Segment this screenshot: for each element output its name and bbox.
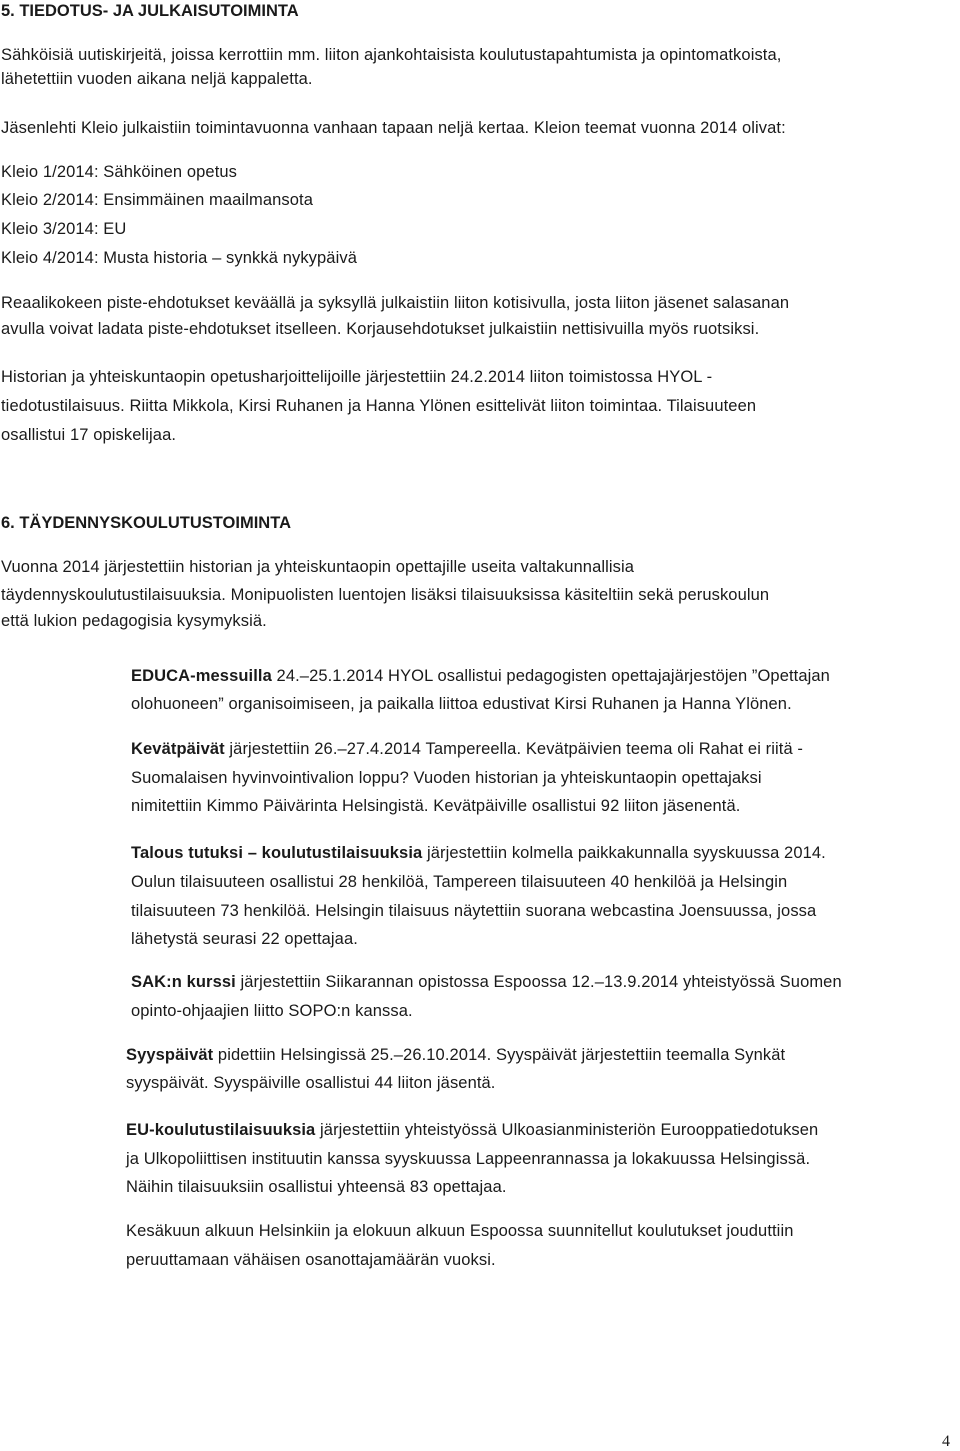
kevat-line-2: Suomalaisen hyvinvointivalion loppu? Vuoden historian ja yhteiskuntaopin opettajaksi xyxy=(131,769,762,787)
paragraph-line: että lukion pedagogisia kysymyksiä. xyxy=(1,612,267,630)
kesa-line-1: Kesäkuun alkuun Helsinkiin ja elokuun alkuun Espoossa suunnitellut koulutukset jouduttiin xyxy=(126,1222,794,1240)
paragraph-line: avulla voivat ladata piste-ehdotukset itselleen. Korjausehdotukset julkaistiin nettisivuilla myös ruotsiksi. xyxy=(1,320,760,338)
eu-line-3: Näihin tilaisuuksiin osallistui yhteensä 83 opettajaa. xyxy=(126,1178,507,1196)
kevat-line-3: nimitettiin Kimmo Päivärinta Helsingistä. Kevätpäiville osallistui 92 liiton jäsenentä. xyxy=(131,797,741,815)
kleio-issue-1: Kleio 1/2014: Sähköinen opetus xyxy=(1,163,238,181)
eu-label: EU-koulutustilaisuuksia xyxy=(126,1121,316,1139)
paragraph-line: osallistui 17 opiskelijaa. xyxy=(1,426,177,444)
page-number: 4 xyxy=(942,1433,950,1450)
educa-text: 24.–25.1.2014 HYOL osallistui pedagogisten opettajajärjestöjen ”Opettajan xyxy=(271,667,830,685)
paragraph-line: Vuonna 2014 järjestettiin historian ja yhteiskuntaopin opettajille useita valtakunnallisia xyxy=(1,558,635,576)
talous-label: Talous tutuksi – koulutustilaisuuksia xyxy=(131,844,423,862)
eu-text: järjestettiin yhteistyössä Ulkoasianministeriön Eurooppatiedotuksen xyxy=(315,1121,819,1139)
paragraph-line: tiedotustilaisuus. Riitta Mikkola, Kirsi Ruhanen ja Hanna Ylönen esittelivät liiton toimintaa. Tilaisuuteen xyxy=(1,397,757,415)
paragraph-line: Reaalikokeen piste-ehdotukset keväällä ja syksyllä julkaistiin liiton kotisivulla, josta liiton jäsenet salasanan xyxy=(1,294,790,312)
sak-line-1 xyxy=(131,971,842,993)
paragraph-line: Sähköisiä uutiskirjeitä, joissa kerrottiin mm. liiton ajankohtaisista koulutustapahtumista ja opintomatkoista, xyxy=(1,46,782,64)
syys-text: pidettiin Helsingissä 25.–26.10.2014. Syyspäivät järjestettiin teemalla Synkät xyxy=(213,1046,786,1064)
syys-label: Syyspäivät xyxy=(126,1046,214,1064)
talous-line-4: lähetystä seurasi 22 opettajaa. xyxy=(131,930,358,948)
section-5-heading: 5. TIEDOTUS- JA JULKAISUTOIMINTA xyxy=(1,2,299,20)
talous-text: järjestettiin kolmella paikkakunnalla syyskuussa 2014. xyxy=(422,844,826,862)
sak-line-2: opinto-ohjaajien liitto SOPO:n kanssa. xyxy=(131,1002,413,1020)
eu-line-1 xyxy=(126,1119,818,1141)
paragraph-line: täydennyskoulutustilaisuuksia. Monipuolisten luentojen lisäksi tilaisuuksissa käsiteltiin sekä peruskoulun xyxy=(1,586,770,604)
section-6-heading: 6. TÄYDENNYSKOULUTUSTOIMINTA xyxy=(1,514,291,532)
kleio-issue-2: Kleio 2/2014: Ensimmäinen maailmansota xyxy=(1,191,313,209)
talous-line-3: tilaisuuteen 73 henkilöä. Helsingin tilaisuus näytettiin suorana webcastina Joensuussa, jossa xyxy=(131,902,817,920)
kleio-issue-4: Kleio 4/2014: Musta historia – synkkä nykypäivä xyxy=(1,249,357,267)
kevat-text: järjestettiin 26.–27.4.2014 Tampereella. Kevätpäivien teema oli Rahat ei riitä - xyxy=(224,740,804,758)
sak-label: SAK:n kurssi xyxy=(131,973,236,991)
syys-line-1 xyxy=(126,1044,785,1066)
talous-line-1 xyxy=(131,842,826,864)
sak-text: järjestettiin Siikarannan opistossa Espoossa 12.–13.9.2014 yhteistyössä Suomen xyxy=(235,973,842,991)
kleio-issue-3: Kleio 3/2014: EU xyxy=(1,220,127,238)
kevat-label: Kevätpäivät xyxy=(131,740,225,758)
eu-line-2: ja Ulkopoliittisen instituutin kanssa syyskuussa Lappeenrannassa ja lokakuussa Helsingissä. xyxy=(126,1150,811,1168)
paragraph-line: Jäsenlehti Kleio julkaistiin toimintavuonna vanhaan tapaan neljä kertaa. Kleion teemat vuonna 2014 olivat: xyxy=(1,119,786,137)
talous-line-2: Oulun tilaisuuteen osallistui 28 henkilöä, Tampereen tilaisuuteen 40 henkilöä ja Helsingin xyxy=(131,873,788,891)
syys-line-2: syyspäivät. Syyspäiville osallistui 44 liiton jäsentä. xyxy=(126,1074,496,1092)
educa-line-2: olohuoneen” organisoimiseen, ja paikalla liittoa edustivat Kirsi Ruhanen ja Hanna Ylönen. xyxy=(131,695,792,713)
educa-label: EDUCA-messuilla xyxy=(131,667,272,685)
kevat-line-1 xyxy=(131,738,803,760)
paragraph-line: lähetettiin vuoden aikana neljä kappaletta. xyxy=(1,70,313,88)
educa-line-1 xyxy=(131,665,830,687)
paragraph-line: Historian ja yhteiskuntaopin opetusharjoittelijoille järjestettiin 24.2.2014 liiton toimistossa HYOL - xyxy=(1,368,713,386)
kesa-line-2: peruuttamaan vähäisen osanottajamäärän vuoksi. xyxy=(126,1251,496,1269)
